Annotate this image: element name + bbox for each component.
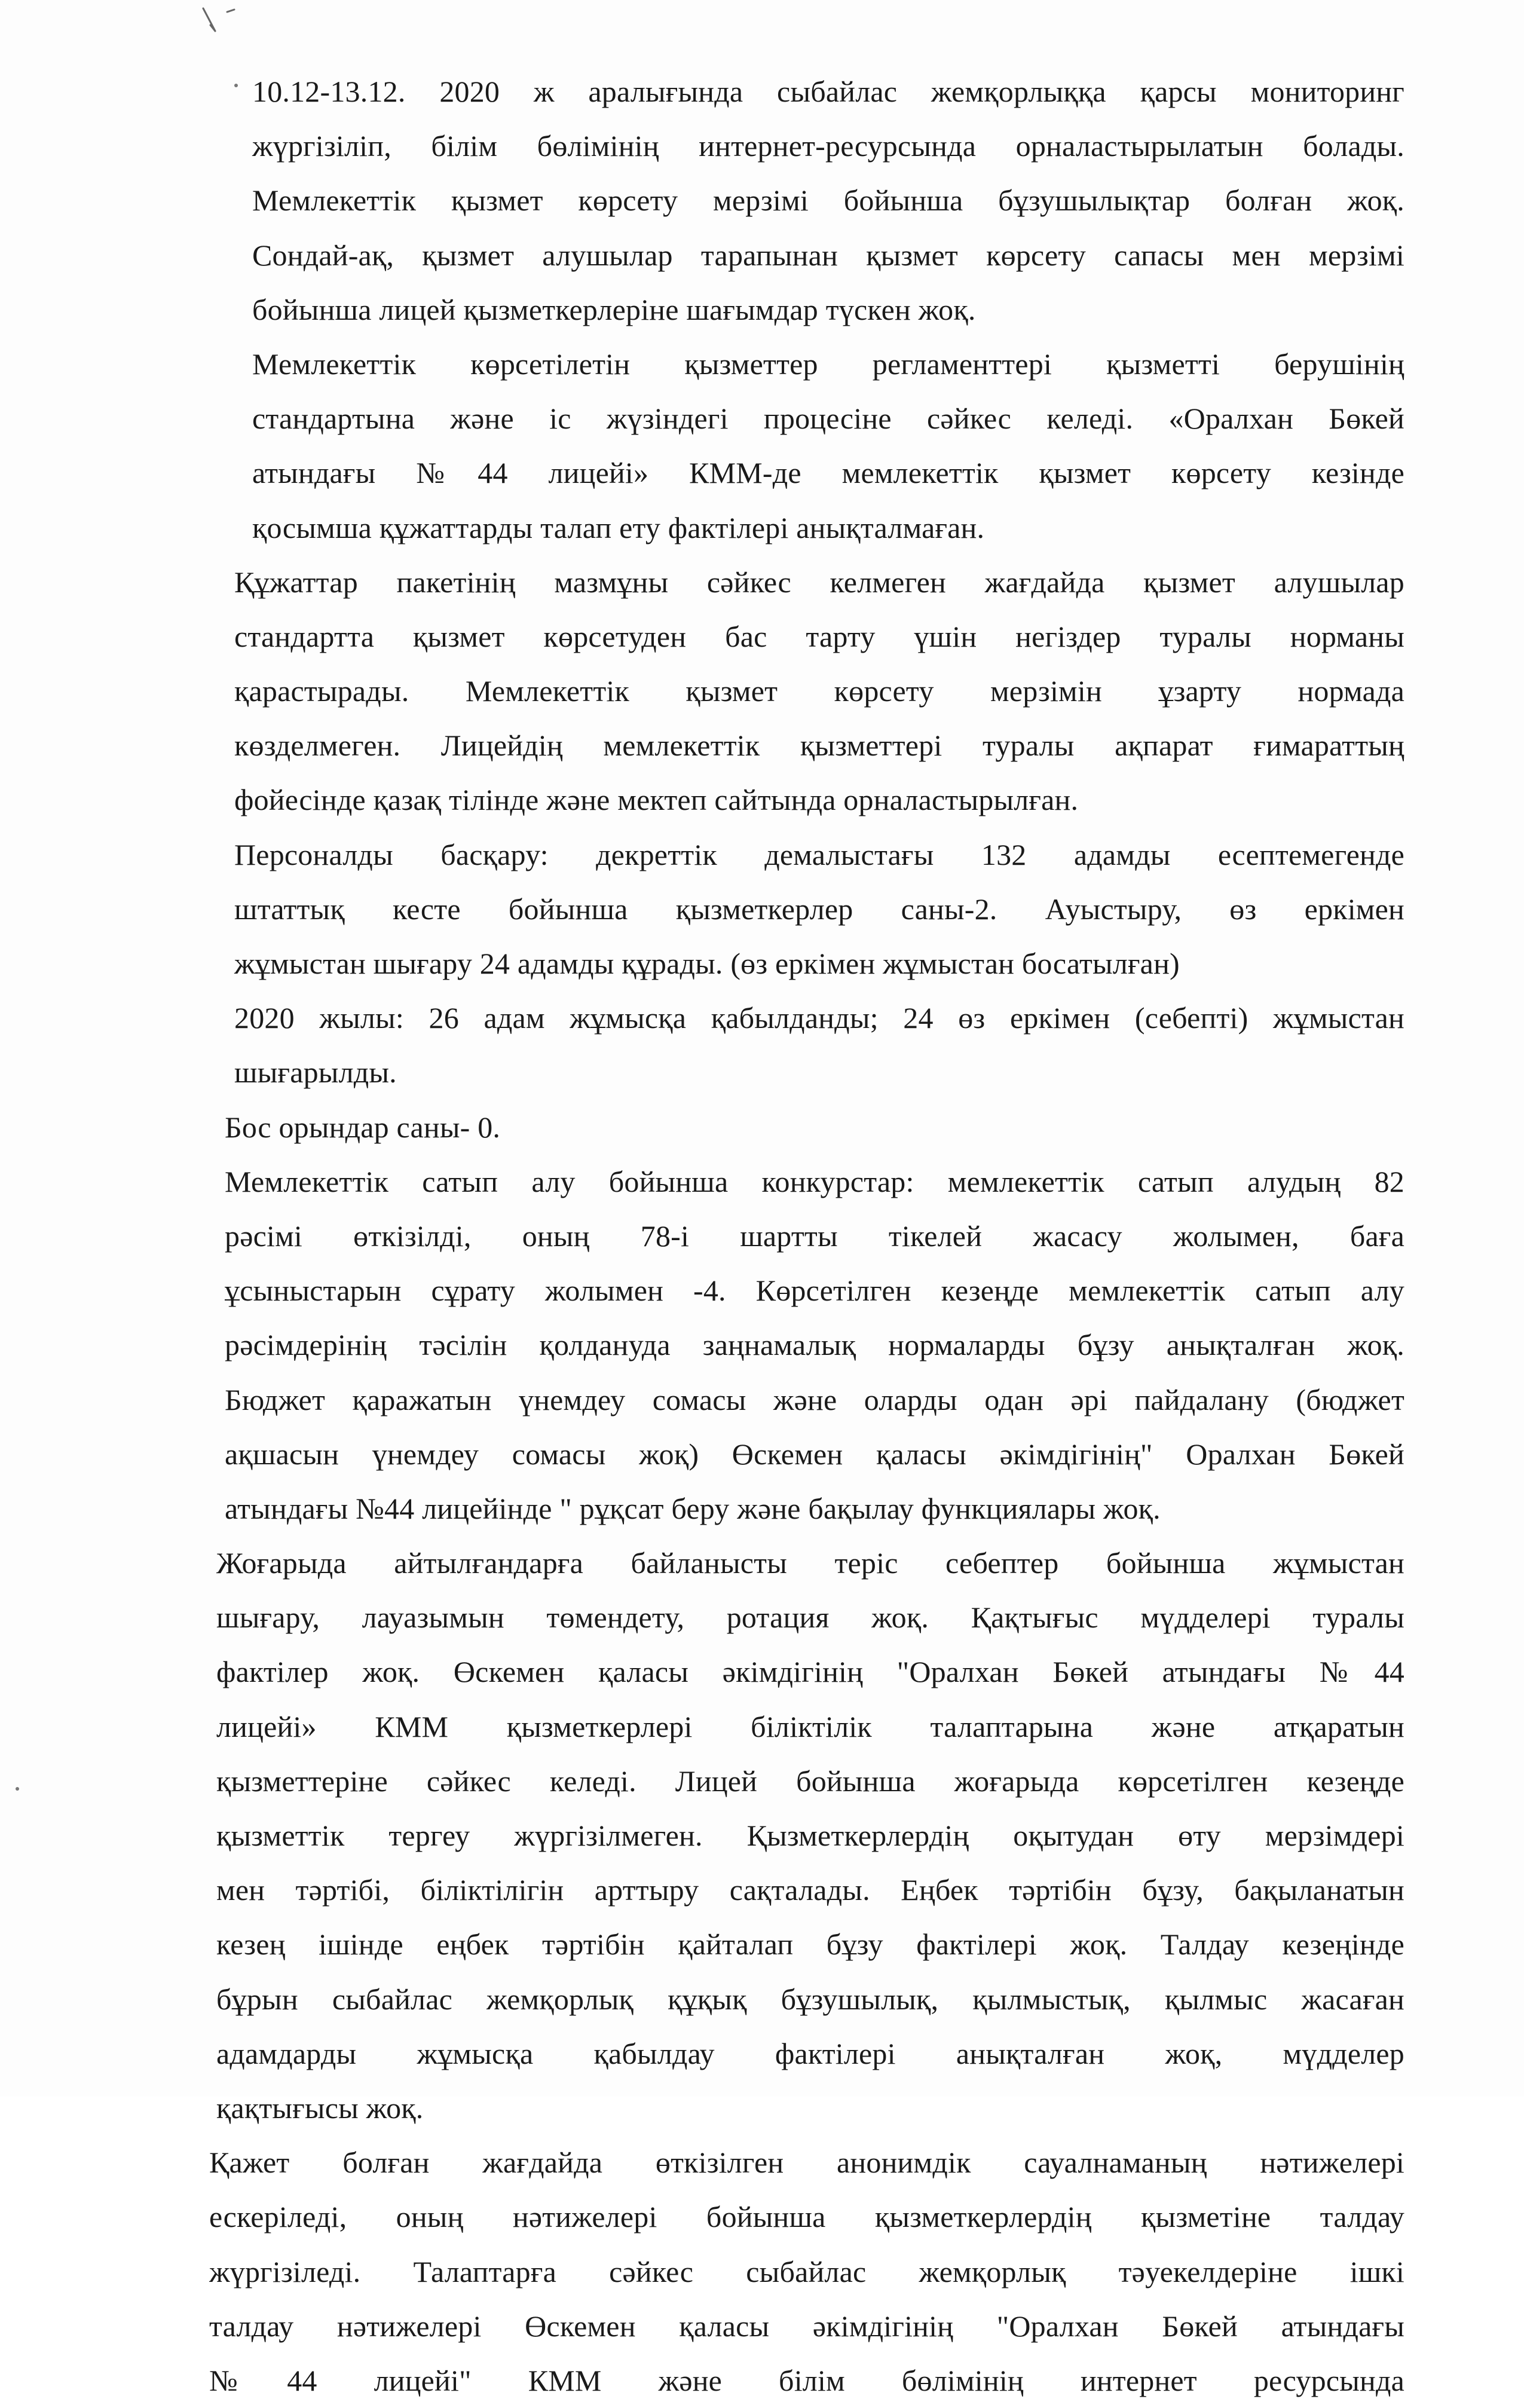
- text-line: рәсімдерінің тәсілін қолдануда заңнамалық нормаларды бұзу анықталған жоқ.: [225, 1328, 1404, 1362]
- text-line: ақшасын үнемдеу сомасы жоқ) Өскемен қаласы әкімдігінің" Оралхан Бөкей: [225, 1437, 1404, 1471]
- text-line: лицейі» КММ қызметкерлері біліктілік талаптарына және атқаратын: [216, 1709, 1404, 1743]
- pen-stroke-mark: [197, 7, 251, 61]
- text-line: ескеріледі, оның нәтижелері бойынша қызметкерлердің қызметіне талдау: [209, 2200, 1404, 2234]
- text-line: адамдарды жұмысқа қабылдау фактілері анықталған жоқ, мүдделер: [216, 2036, 1404, 2070]
- text-line: жүргізіледі. Талаптарға сәйкес сыбайлас жемқорлық тәуекелдеріне ішкі: [209, 2254, 1404, 2288]
- text-line: фойесінде қазақ тілінде және мектеп сайтында орналастырылған.: [234, 783, 1079, 817]
- text-line: Бос орындар саны- 0.: [225, 1110, 501, 1144]
- text-line: Сондай-ақ, қызмет алушылар тарапынан қызмет көрсету сапасы мен мерзімі: [252, 238, 1404, 272]
- text-line: Бюджет қаражатын үнемдеу сомасы және оларды одан әрі пайдалану (бюджет: [225, 1382, 1404, 1416]
- text-line: қарастырады. Мемлекеттік қызмет көрсету мерзімін ұзарту нормада: [234, 674, 1404, 708]
- text-line: штаттық кесте бойынша қызметкерлер саны-2. Ауыстыру, өз еркімен: [234, 892, 1404, 926]
- text-line: Құжаттар пакетінің мазмұны сәйкес келмеген жағдайда қызмет алушылар: [234, 565, 1404, 599]
- text-line: бойынша лицей қызметкерлеріне шағымдар түскен жоқ.: [252, 292, 976, 326]
- text-line: Мемлекеттік көрсетілетін қызметтер регламенттері қызметті берушінің: [252, 347, 1404, 381]
- text-line: №44 лицейі" КММ және білім бөлімінің интернет ресурсында: [209, 2363, 1404, 2397]
- text-line: кезең ішінде еңбек тәртібін қайталап бұзу фактілері жоқ. Талдау кезеңінде: [216, 1927, 1404, 1962]
- text-line: қосымша құжаттарды талап ету фактілері анықталмаған.: [252, 510, 985, 544]
- text-line: рәсімі өткізілді, оның 78-і шартты тікелей жасасу жолымен, баға: [225, 1219, 1404, 1253]
- text-line: стандартына және іс жүзіндегі процесіне сәйкес келеді. «Оралхан Бөкей: [252, 402, 1404, 436]
- text-line: Персоналды басқару: декреттік демалыстағы 132 адамды есептемегенде: [234, 837, 1404, 871]
- text-line: атындағы №44 лицейі» КММ-де мемлекеттік қызмет көрсету кезінде: [252, 456, 1404, 490]
- text-line: фактілер жоқ. Өскемен қаласы әкімдігінің "Оралхан Бөкей атындағы №44: [216, 1655, 1404, 1689]
- text-line: атындағы №44 лицейінде " рұқсат беру және бақылау функциялары жоқ.: [225, 1491, 1161, 1525]
- text-line: стандартта қызмет көрсетуден бас тарту үшін негіздер туралы норманы: [234, 619, 1404, 653]
- text-line: Мемлекеттік сатып алу бойынша конкурстар: мемлекеттік сатып алудың 82: [225, 1164, 1404, 1198]
- text-line: қақтығысы жоқ.: [216, 2091, 424, 2125]
- text-line: жүргізіліп, білім бөлімінің интернет-ресурсында орналастырылатын болады.: [252, 129, 1404, 163]
- scan-speck: [16, 1787, 19, 1791]
- document-body: [209, 65, 1404, 2408]
- text-line: көзделмеген. Лицейдің мемлекеттік қызметтері туралы ақпарат ғимараттың: [234, 729, 1404, 763]
- text-line: 2020 жылы: 26 адам жұмысқа қабылданды; 24 өз еркімен (себепті) жұмыстан: [234, 1001, 1404, 1035]
- text-line: 10.12-13.12. 2020 ж аралығында сыбайлас жемқорлыққа қарсы мониторинг: [252, 75, 1404, 108]
- text-line: талдау нәтижелері Өскемен қаласы әкімдігінің "Оралхан Бөкей атындағы: [209, 2309, 1404, 2343]
- text-line: шығарылды.: [234, 1055, 397, 1090]
- text-line: бұрын сыбайлас жемқорлық құқық бұзушылық, қылмыстық, қылмыс жасаған: [216, 1982, 1404, 2016]
- text-line: қызметтеріне сәйкес келеді. Лицей бойынша жоғарыда көрсетілген кезеңде: [216, 1764, 1404, 1798]
- text-line: мен тәртібі, біліктілігін арттыру сақталады. Еңбек тәртібін бұзу, бақыланатын: [216, 1873, 1404, 1907]
- text-line: Мемлекеттік қызмет көрсету мерзімі бойынша бұзушылықтар болған жоқ.: [252, 183, 1404, 218]
- text-line: ұсыныстарын сұрату жолымен -4. Көрсетілген кезеңде мемлекеттік сатып алу: [225, 1274, 1404, 1308]
- text-line: шығару, лауазымын төмендету, ротация жоқ. Қақтығыс мүдделері туралы: [216, 1601, 1404, 1635]
- text-line: жұмыстан шығару 24 адамды құрады. (өз еркімен жұмыстан босатылған): [234, 947, 1180, 980]
- text-line: қызметтік тергеу жүргізілмеген. Қызметкерлердің оқытудан өту мерзімдері: [216, 1819, 1404, 1852]
- text-line: Жоғарыда айтылғандарға байланысты теріс себептер бойынша жұмыстан: [216, 1546, 1404, 1580]
- text-line: Қажет болған жағдайда өткізілген анонимдік сауалнаманың нәтижелері: [209, 2146, 1404, 2180]
